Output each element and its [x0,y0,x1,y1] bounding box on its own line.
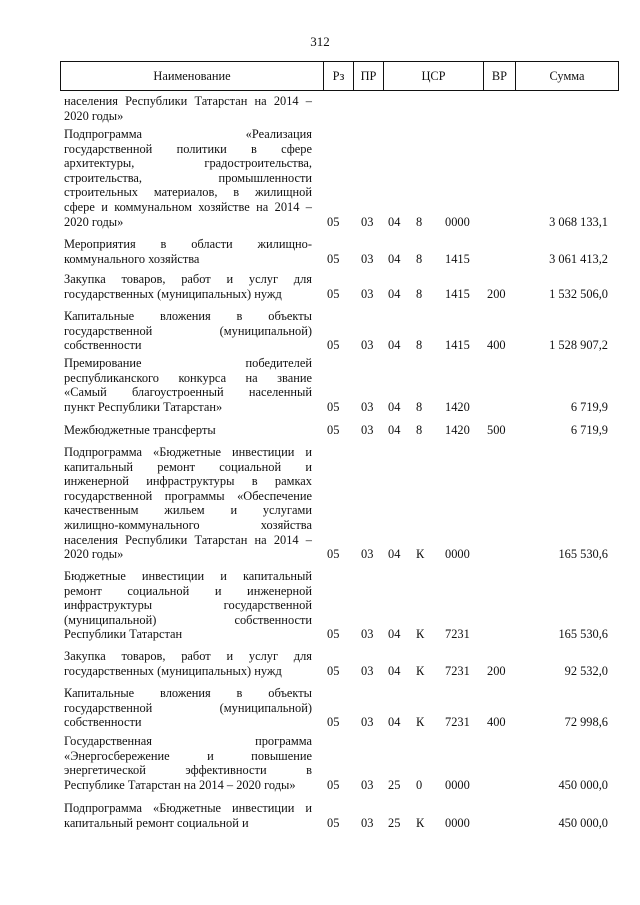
row-name-line: (муниципальной) собственности [64,612,312,627]
cell-rz: 05 [327,399,340,414]
cell-csr-code: 7231 [445,663,470,678]
row-name-line: ремонт социальной и инженерной [64,583,312,598]
cell-rz: 05 [327,251,340,266]
header-name: Наименование [153,69,231,83]
row-name-line: инженерной инфраструктуры в рамках [64,474,312,489]
cell-csr-subprogram: 8 [416,423,423,437]
row-name-line: государственной программы «Обеспечение [64,488,312,503]
cell-csr-subprogram: 0 [416,777,423,792]
row-name-line: энергетической эффективности в [64,763,312,778]
cell-rz: 05 [327,547,340,562]
row-name-line: Подпрограмма «Реализация [64,127,312,141]
row-name-line: собственности [64,338,142,353]
cell-rz: 05 [327,338,340,353]
row-name-line: государственной (муниципальной) [64,323,312,338]
table-header [60,61,619,91]
row-name-line: населения Республики Татарстан на 2014 – [64,532,312,547]
row-name-line: капитальный ремонт социальной и [64,815,249,830]
row-name-line: Закупка товаров, работ и услуг для [64,272,312,286]
cell-sum: 450 000,0 [558,815,608,830]
cell-csr-code: 1415 [445,286,470,301]
cell-csr-subprogram: 8 [416,338,423,353]
cell-sum: 92 532,0 [564,663,608,678]
cell-pr: 03 [361,338,374,353]
header-csr: ЦСР [383,62,483,90]
row-name-line: пункт Республики Татарстан» [64,399,223,414]
row-name [64,801,312,830]
row-name-line: архитектуры, градостроительства, [64,156,312,171]
row-name [64,649,312,678]
row-name-line: инфраструктуры государственной [64,598,312,613]
row-name-line: качественным жильем и услугами [64,503,312,518]
cell-vr: 200 [487,663,506,678]
cell-csr-code: 0000 [445,815,470,830]
cell-rz: 05 [327,286,340,301]
cell-sum: 6 719,9 [570,399,608,414]
cell-csr-subprogram: К [416,663,425,678]
cell-csr-program: 04 [388,547,401,562]
row-name [64,423,312,438]
cell-csr-subprogram: 8 [416,251,423,266]
row-name-line: капитальный ремонт социальной и [64,459,312,474]
cell-csr-code: 0000 [445,547,470,562]
cell-csr-program: 25 [388,815,401,830]
row-name [64,356,312,414]
row-name [64,569,312,642]
cell-csr-subprogram: 8 [416,214,423,229]
cell-pr: 03 [361,663,374,678]
row-name [64,734,312,792]
row-name-line: населения Республики Татарстан на 2014 – [64,94,312,108]
cell-csr-program: 04 [388,338,401,353]
cell-csr-subprogram: 8 [416,399,423,414]
row-name-line: государственной политики в сфере [64,141,312,156]
row-name-line: государственных (муниципальных) нужд [64,286,282,301]
header-pr: ПР [353,62,383,90]
row-name-line: Подпрограмма «Бюджетные инвестиции и [64,801,312,815]
cell-pr: 03 [361,214,374,229]
cell-rz: 05 [327,627,340,642]
row-name-line: жилищно-коммунального хозяйства [64,517,312,532]
row-name-line: Республики Татарстан [64,627,183,642]
row-name-line: Капитальные вложения в объекты [64,686,312,700]
row-name [64,127,312,229]
row-name-line: сфере и коммунальном хозяйстве на 2014 – [64,199,312,214]
row-name-line: государственной (муниципальной) [64,700,312,715]
row-name-line: строительных материалов, в жилищной [64,185,312,200]
cell-sum: 450 000,0 [558,777,608,792]
cell-csr-program: 04 [388,399,401,414]
cell-vr: 400 [487,715,506,730]
row-name [64,686,312,730]
row-name-line: Подпрограмма «Бюджетные инвестиции и [64,445,312,459]
cell-pr: 03 [361,423,374,437]
cell-csr-program: 04 [388,663,401,678]
cell-csr-code: 7231 [445,627,470,642]
cell-csr-program: 25 [388,777,401,792]
cell-rz: 05 [327,663,340,678]
cell-csr-subprogram: К [416,547,425,562]
cell-csr-code: 1420 [445,399,470,414]
cell-csr-code: 7231 [445,715,470,730]
row-name-line: Капитальные вложения в объекты [64,309,312,323]
cell-rz: 05 [327,214,340,229]
cell-rz: 05 [327,815,340,830]
row-name-line: Закупка товаров, работ и услуг для [64,649,312,663]
row-name-line: 2020 годы» [64,547,124,562]
row-name-line: Премирование победителей [64,356,312,370]
cell-csr-code: 1420 [445,423,470,437]
row-name-line: Межбюджетные трансферты [64,423,216,437]
row-name [64,237,312,266]
cell-csr-subprogram: 8 [416,286,423,301]
cell-sum: 165 530,6 [558,627,608,642]
cell-rz: 05 [327,423,340,437]
cell-rz: 05 [327,715,340,730]
cell-vr: 400 [487,338,506,353]
cell-sum: 1 528 907,2 [549,338,608,353]
row-name-line: Бюджетные инвестиции и капитальный [64,569,312,583]
cell-csr-program: 04 [388,627,401,642]
cell-csr-program: 04 [388,423,401,437]
cell-sum: 72 998,6 [564,715,608,730]
cell-csr-program: 04 [388,715,401,730]
cell-csr-code: 1415 [445,251,470,266]
row-name-line: «Энергосбережение и повышение [64,748,312,763]
row-name-line: собственности [64,715,142,730]
row-name-line: «Самый благоустроенный населенный [64,385,312,400]
cell-csr-program: 04 [388,251,401,266]
cell-csr-code: 1415 [445,338,470,353]
row-name-line: Мероприятия в области жилищно- [64,237,312,251]
row-name-line: 2020 годы» [64,214,124,229]
cell-pr: 03 [361,627,374,642]
header-vr: ВР [483,62,515,90]
cell-csr-subprogram: К [416,715,425,730]
cell-csr-code: 0000 [445,214,470,229]
row-name-line: коммунального хозяйства [64,251,200,266]
cell-pr: 03 [361,777,374,792]
cell-vr: 200 [487,286,506,301]
row-name [64,309,312,353]
row-name-line: строительства, промышленности [64,170,312,185]
page-number: 312 [310,34,330,49]
row-name-line: республиканского конкурса на звание [64,370,312,385]
cell-pr: 03 [361,715,374,730]
cell-pr: 03 [361,399,374,414]
cell-pr: 03 [361,547,374,562]
cell-csr-program: 04 [388,286,401,301]
header-rz: Рз [323,62,353,90]
cell-sum: 6 719,9 [570,423,608,437]
cell-csr-subprogram: К [416,627,425,642]
row-name-line: 2020 годы» [64,108,124,123]
cell-pr: 03 [361,286,374,301]
row-name [64,272,312,301]
row-name-line: государственных (муниципальных) нужд [64,663,282,678]
row-name [64,445,312,562]
cell-csr-code: 0000 [445,777,470,792]
cell-sum: 1 532 506,0 [549,286,608,301]
cell-rz: 05 [327,777,340,792]
cell-sum: 3 061 413,2 [549,251,608,266]
cell-pr: 03 [361,251,374,266]
cell-sum: 165 530,6 [558,547,608,562]
row-name-line: Государственная программа [64,734,312,748]
cell-pr: 03 [361,815,374,830]
cell-csr-program: 04 [388,214,401,229]
cell-sum: 3 068 133,1 [549,214,608,229]
row-name-line: Республике Татарстан на 2014 – 2020 годы» [64,777,296,792]
cell-csr-subprogram: К [416,815,425,830]
cell-vr: 500 [487,423,506,437]
row-name [64,94,312,123]
header-sum: Сумма [515,62,618,90]
